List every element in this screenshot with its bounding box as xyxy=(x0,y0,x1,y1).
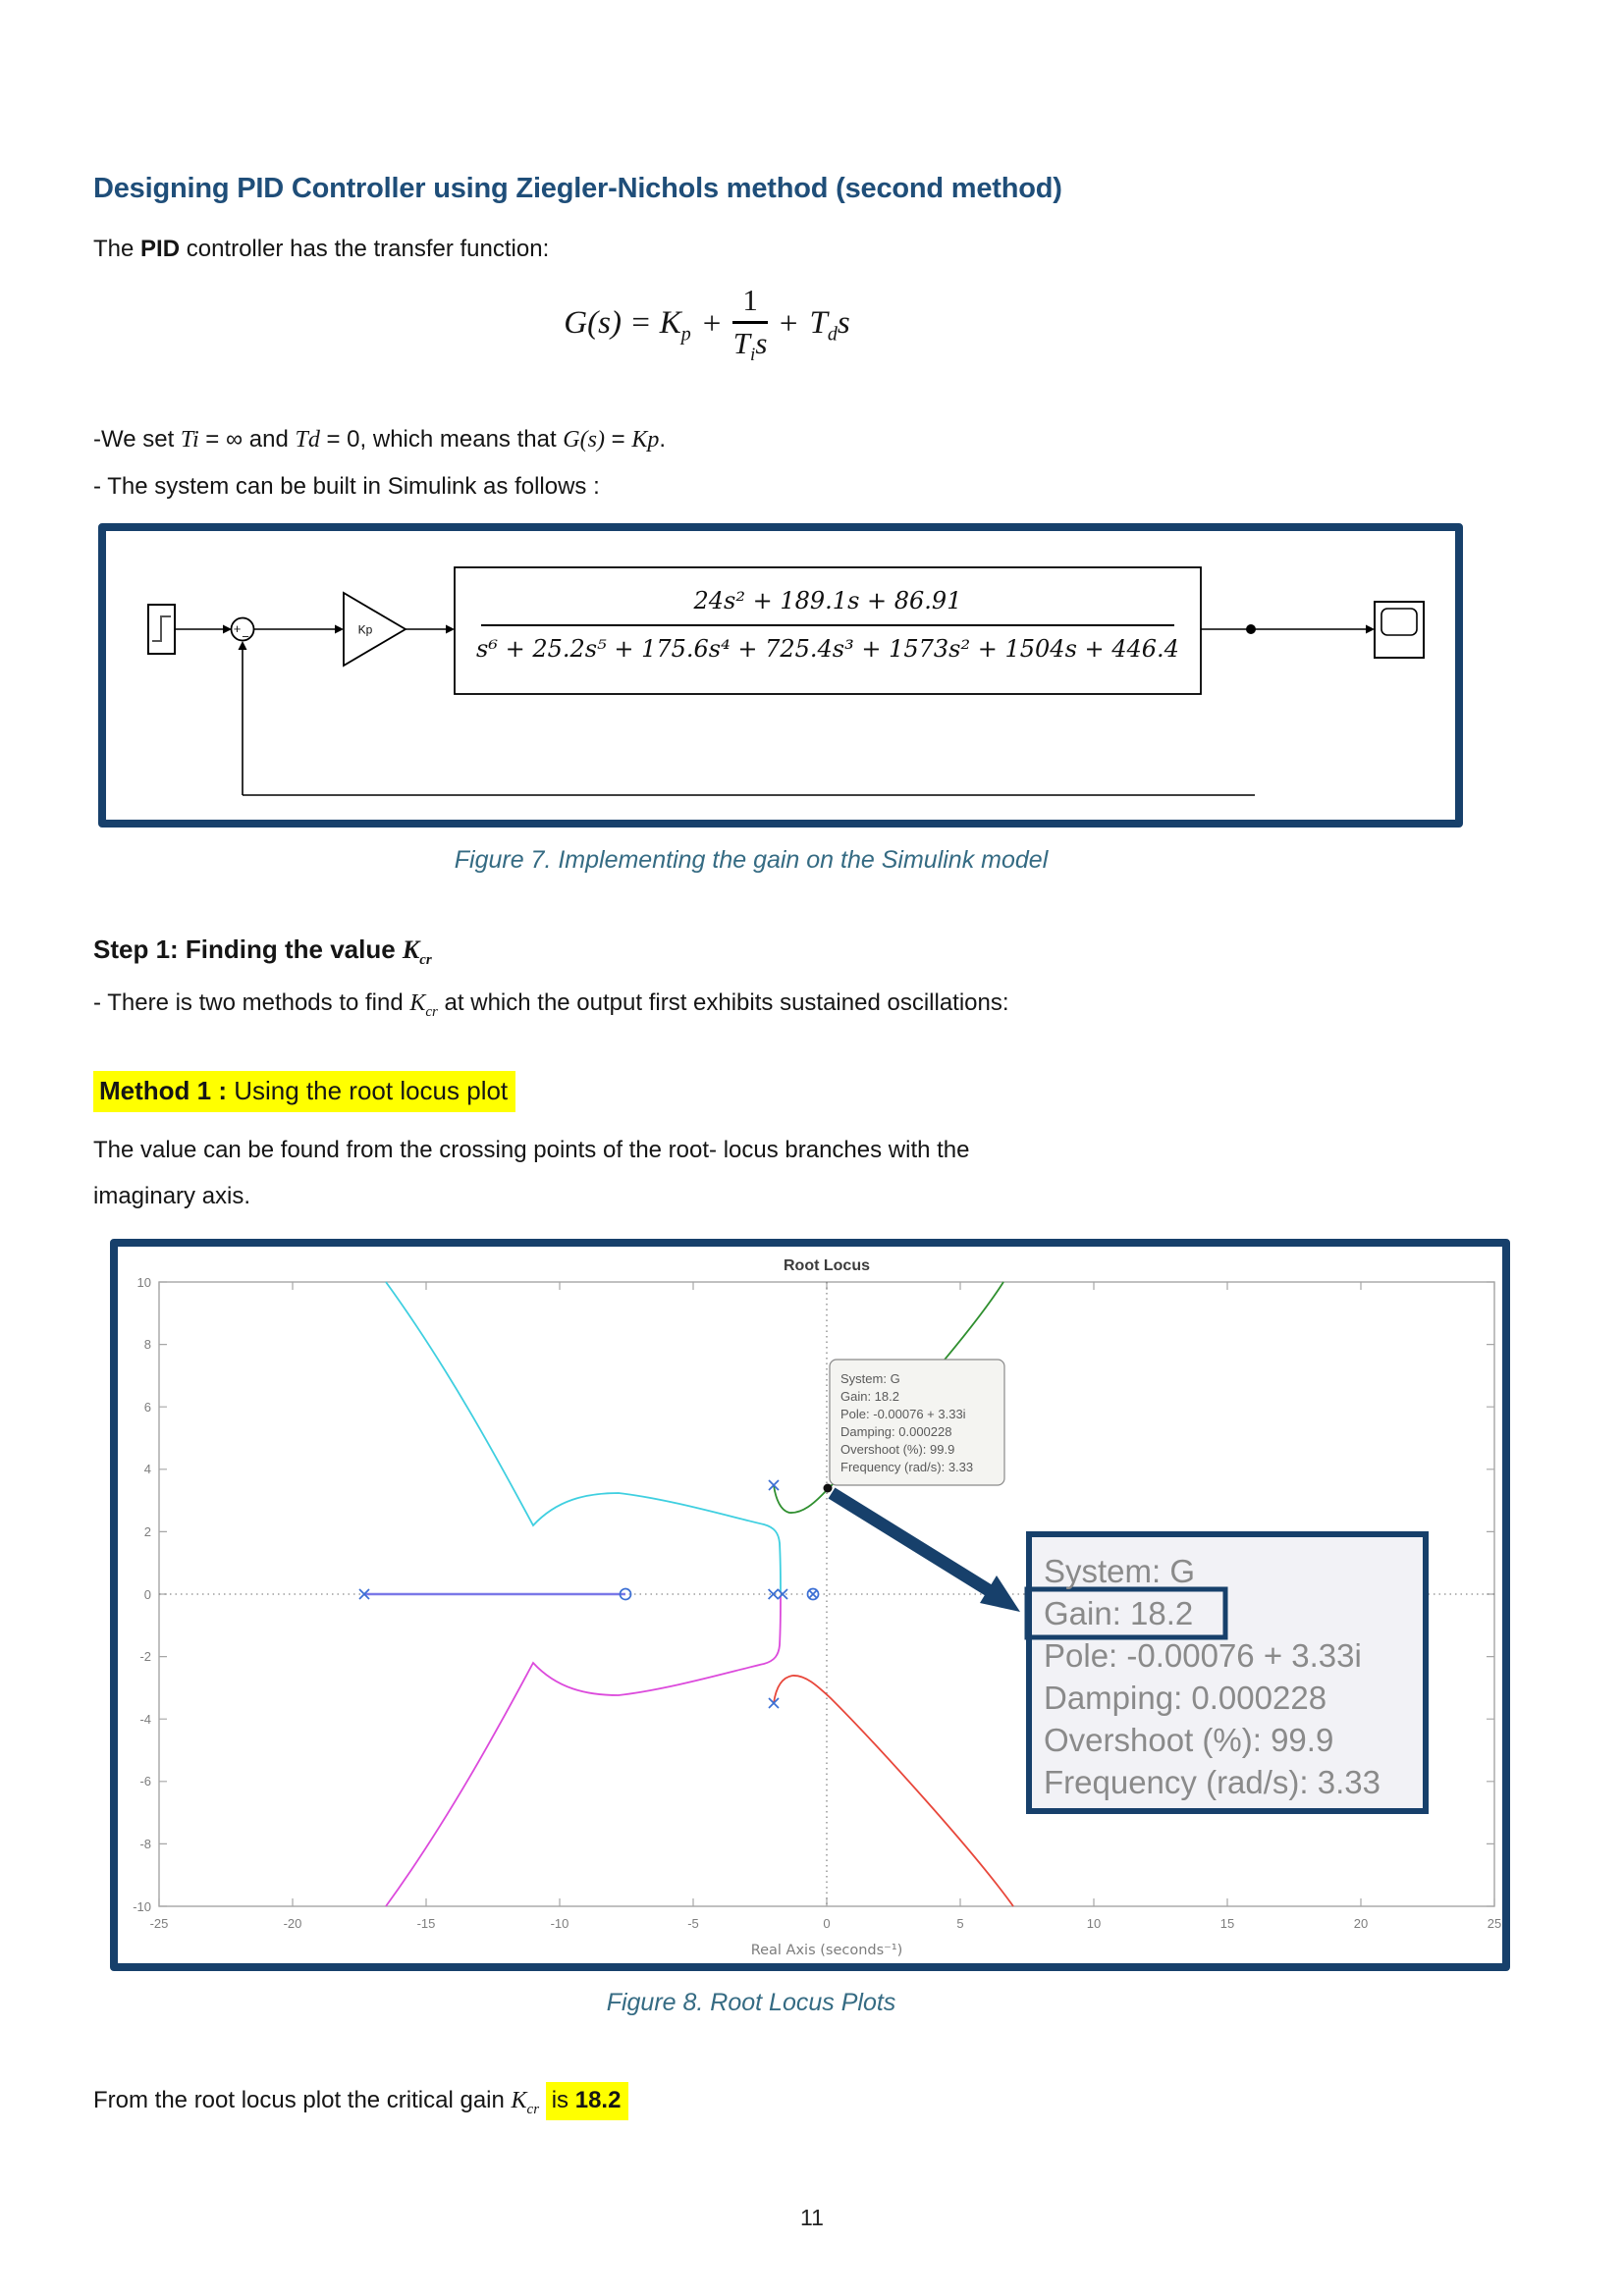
zoom-line: Overshoot (%): 99.9 xyxy=(1044,1722,1334,1758)
zoom-line: Damping: 0.000228 xyxy=(1044,1680,1327,1716)
rootlocus-paragraph xyxy=(93,1127,970,1219)
datatip-line: Damping: 0.000228 xyxy=(840,1424,952,1439)
svg-text:-15: -15 xyxy=(416,1916,436,1931)
yellow-highlight: Method 1 : Using the root locus plot xyxy=(93,1071,515,1112)
formula-fraction xyxy=(732,283,768,366)
figure8-rootlocus xyxy=(110,1239,1510,1971)
datatip-line: Frequency (rad/s): 3.33 xyxy=(840,1460,974,1474)
formula-derivative-term: $T_ds$ xyxy=(809,304,850,346)
method1-heading xyxy=(93,1076,515,1106)
svg-text:-25: -25 xyxy=(149,1916,169,1931)
yellow-highlight: is 18.2 xyxy=(546,2082,629,2120)
svg-text:-6: -6 xyxy=(139,1774,151,1789)
page-number: 11 xyxy=(800,2205,824,2230)
tf-denominator: s⁶ + 25.2s⁵ + 175.6s⁴ + 725.4s³ + 1573s² + 1504s + 446.4 xyxy=(476,635,1179,663)
scope-screen-icon xyxy=(1381,609,1417,635)
plot-area xyxy=(159,1282,1494,1906)
figure7-simulink-diagram xyxy=(98,523,1463,828)
branch-dot xyxy=(1246,624,1256,634)
datatip-line: System: G xyxy=(840,1371,900,1386)
transfer-function-equation xyxy=(93,283,1321,366)
rootlocus-canvas xyxy=(118,1247,1502,1963)
svg-text:-10: -10 xyxy=(133,1899,151,1914)
paragraph-line1: The value can be found from the crossing points of the root- locus branches with the xyxy=(93,1137,970,1163)
datatip-line: Gain: 18.2 xyxy=(840,1389,899,1404)
paragraph-line2: imaginary axis. xyxy=(93,1183,251,1209)
fraction-denominator: $T_is$ xyxy=(732,326,768,366)
simulink-line: - The system can be built in Simulink as follows : xyxy=(93,473,600,500)
svg-text:-8: -8 xyxy=(139,1837,151,1851)
settings-paragraph xyxy=(93,416,666,509)
tf-numerator: 24s² + 189.1s + 86.91 xyxy=(693,587,962,614)
formula-plus-2: + xyxy=(779,306,798,343)
datatip-anchor-dot xyxy=(824,1484,833,1493)
datatip-line: Pole: -0.00076 + 3.33i xyxy=(840,1407,966,1421)
svg-text:-10: -10 xyxy=(550,1916,569,1931)
sum-minus-sign: − xyxy=(242,629,249,644)
y-tick-labels xyxy=(133,1275,151,1914)
methods-line: - There is two methods to find $K_{cr}$ at which the output first exhibits sustained oscillations: xyxy=(93,989,1009,1020)
svg-text:5: 5 xyxy=(956,1916,964,1931)
x-axis-label: Real Axis (seconds⁻¹) xyxy=(750,1943,903,1958)
svg-text:-5: -5 xyxy=(687,1916,699,1931)
arrowhead xyxy=(335,625,344,634)
zoom-line: Frequency (rad/s): 3.33 xyxy=(1044,1764,1380,1800)
formula-plus-1: + xyxy=(702,306,722,343)
svg-text:8: 8 xyxy=(143,1337,151,1352)
x-tick-labels xyxy=(150,1916,1502,1931)
intro-post: controller has the transfer function: xyxy=(180,236,550,262)
svg-text:10: 10 xyxy=(136,1275,151,1290)
page-title: Designing PID Controller using Ziegler-Nichols method (second method) xyxy=(93,173,1062,204)
formula-lhs: $G(s) = K_p$ xyxy=(564,304,691,346)
svg-text:4: 4 xyxy=(143,1462,151,1476)
svg-text:-20: -20 xyxy=(283,1916,302,1931)
svg-text:10: 10 xyxy=(1086,1916,1102,1931)
fraction-numerator: 1 xyxy=(732,283,768,324)
svg-text:2: 2 xyxy=(143,1524,151,1539)
gain-block xyxy=(344,593,406,666)
gain-label: Kp xyxy=(357,622,373,637)
simulink-canvas xyxy=(106,531,1455,820)
sum-plus-sign: + xyxy=(233,621,242,636)
figure7-caption: Figure 7. Implementing the gain on the Simulink model xyxy=(454,846,1049,874)
arrowhead xyxy=(446,625,455,634)
intro-pre: The xyxy=(93,236,141,262)
plot-title: Root Locus xyxy=(784,1257,870,1274)
svg-text:-2: -2 xyxy=(139,1649,151,1664)
zoom-line: Gain: 18.2 xyxy=(1044,1595,1194,1631)
intro-bold: PID xyxy=(140,236,181,262)
svg-text:-4: -4 xyxy=(139,1712,151,1727)
figure8-caption: Figure 8. Root Locus Plots xyxy=(606,1989,896,2016)
intro-paragraph xyxy=(93,226,549,272)
svg-text:15: 15 xyxy=(1219,1916,1235,1931)
svg-text:0: 0 xyxy=(143,1587,151,1602)
svg-text:6: 6 xyxy=(143,1400,151,1415)
closing-sentence: From the root locus plot the critical gain $K_{cr}$ is 18.2 xyxy=(93,2077,628,2133)
arrowhead xyxy=(1366,625,1375,634)
zoom-line: System: G xyxy=(1044,1553,1196,1589)
step1-heading: Step 1: Finding the value $K_{cr}$ xyxy=(93,934,432,969)
svg-text:0: 0 xyxy=(823,1916,831,1931)
zoom-line: Pole: -0.00076 + 3.33i xyxy=(1044,1637,1362,1674)
svg-text:20: 20 xyxy=(1353,1916,1369,1931)
svg-text:25: 25 xyxy=(1487,1916,1502,1931)
datatip-line: Overshoot (%): 99.9 xyxy=(840,1442,955,1457)
settings-line: -We set Ti = ∞ and Td = 0, which means that G(s) = Kp. xyxy=(93,426,666,453)
